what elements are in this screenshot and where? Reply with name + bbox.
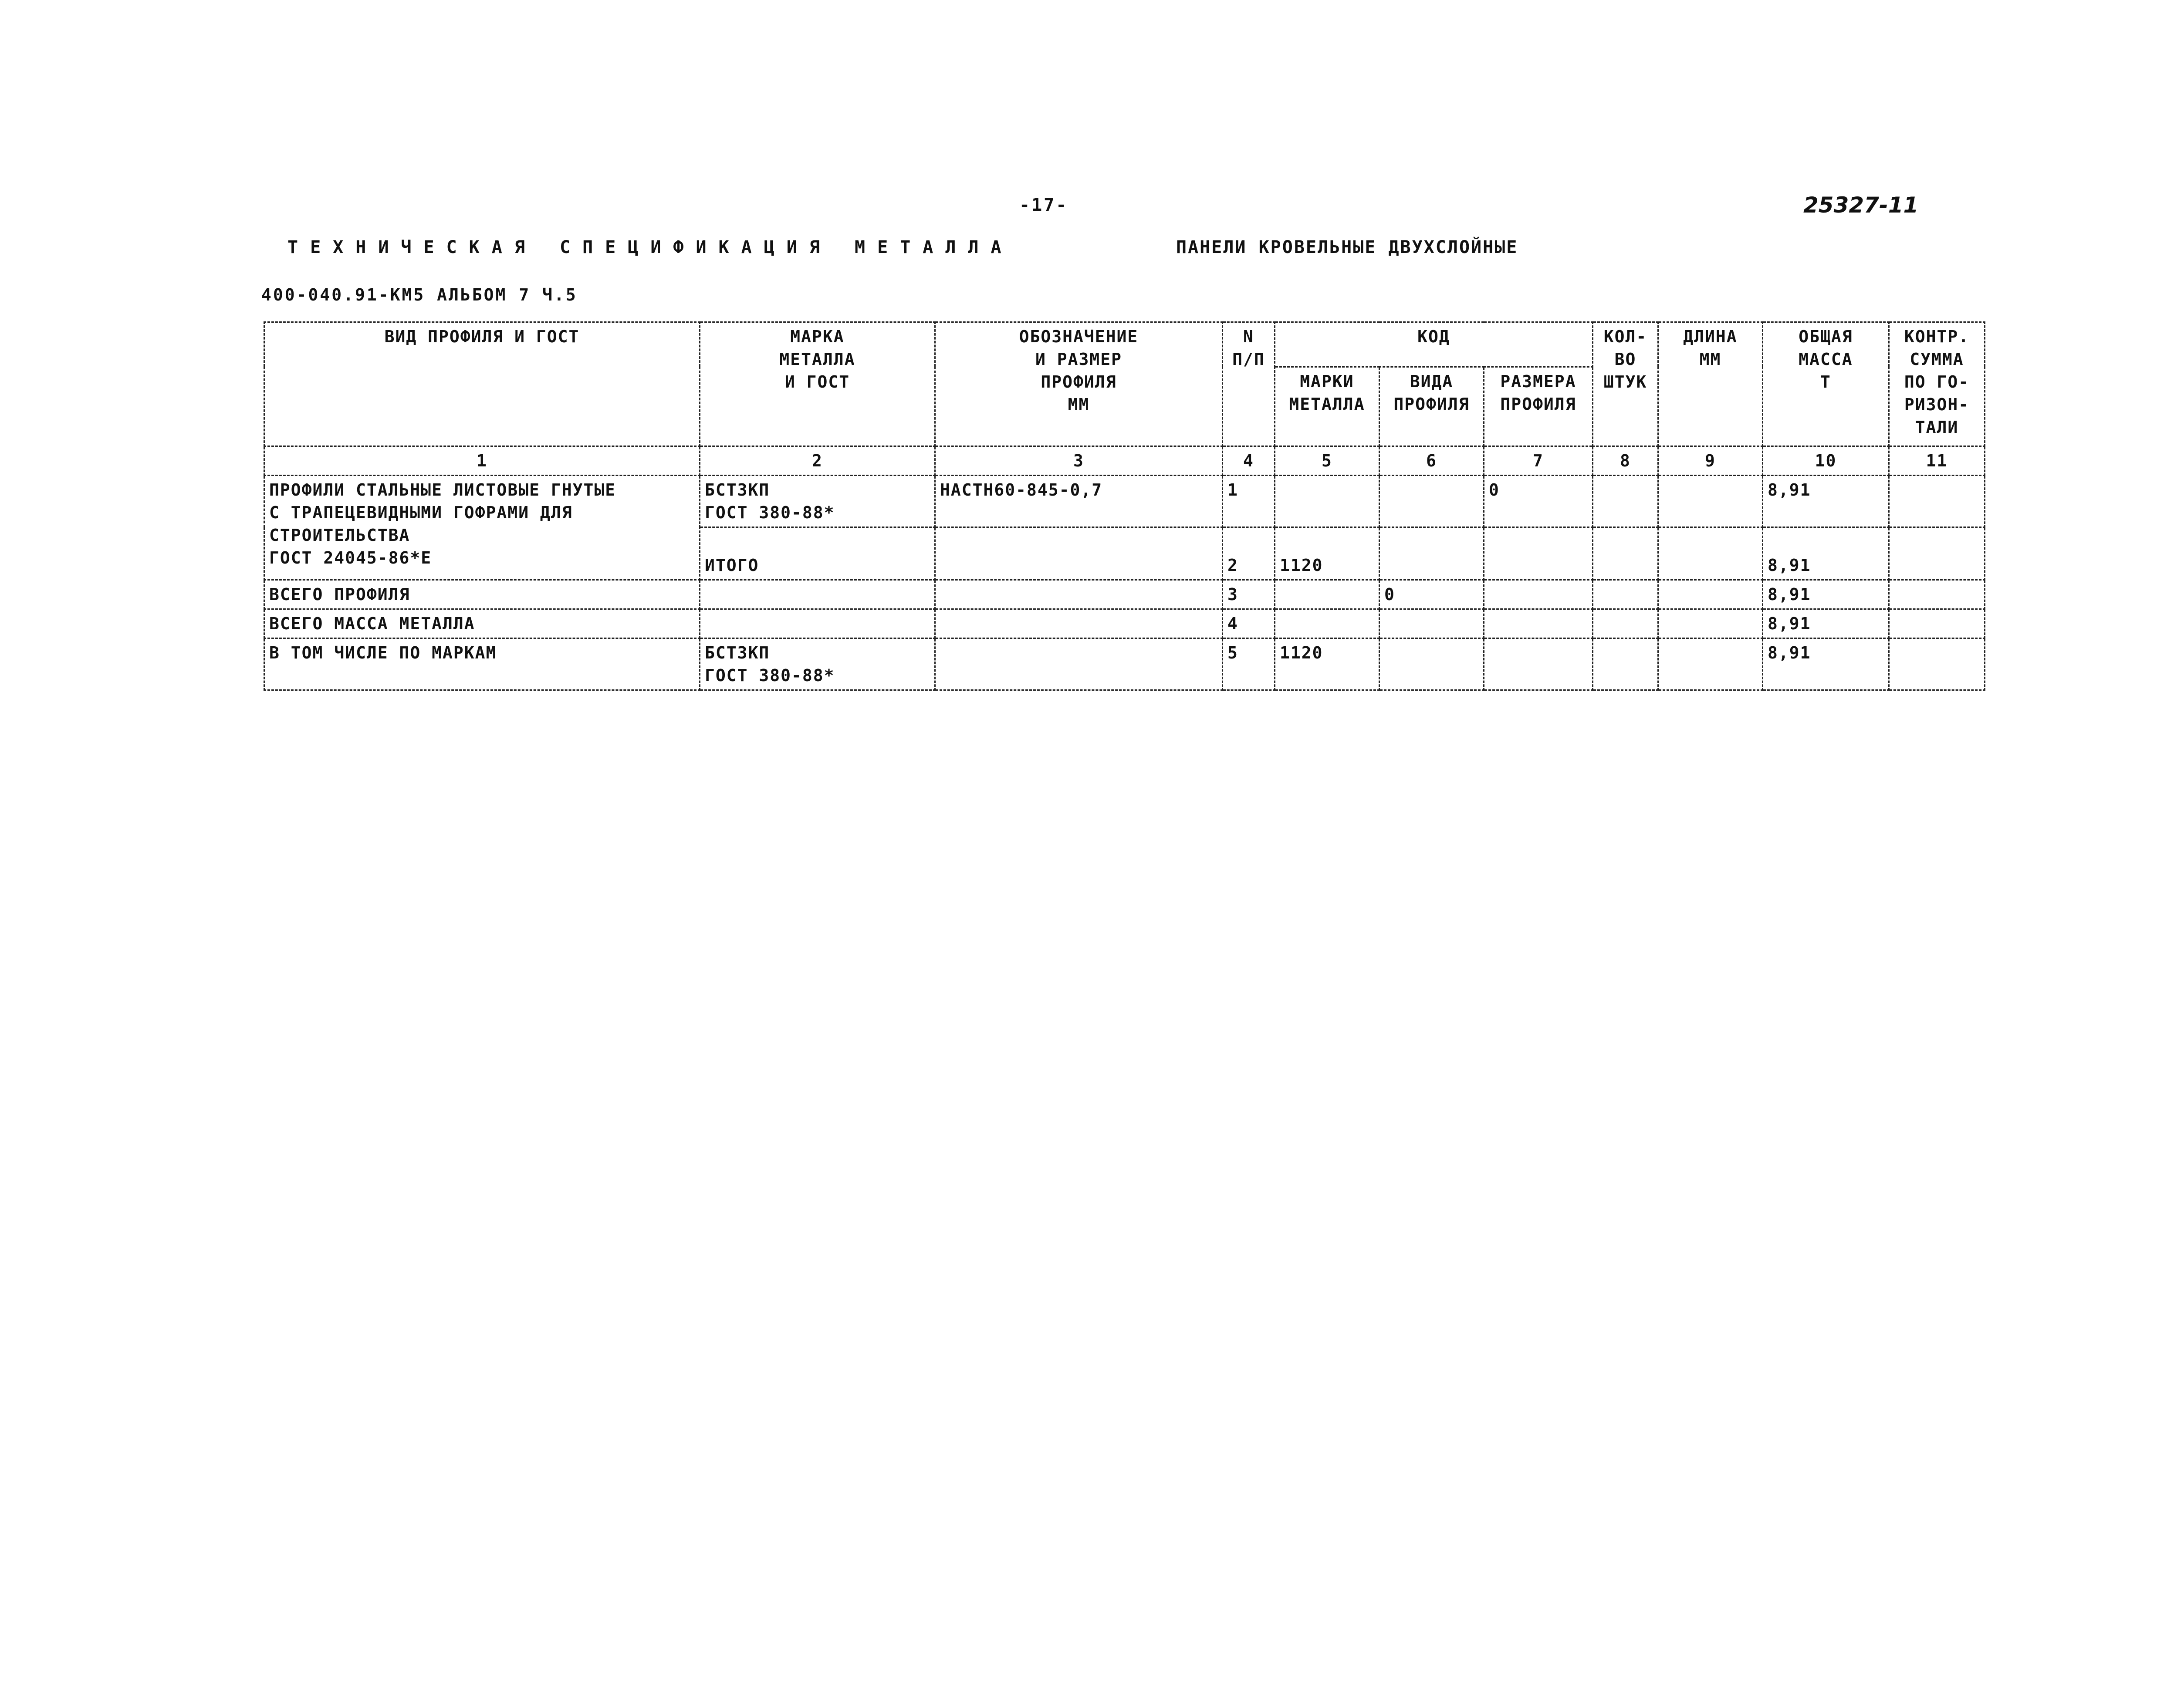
code-metal-cell — [1275, 609, 1379, 638]
column-number: 5 — [1275, 446, 1379, 476]
row-number-cell: 3 — [1223, 580, 1275, 609]
row-number-cell: 2 — [1223, 527, 1275, 580]
document-title: ТЕХНИЧЕСКАЯ СПЕЦИФИКАЦИЯ МЕТАЛЛА — [287, 237, 1014, 257]
checksum-cell — [1889, 580, 1985, 609]
column-number: 3 — [935, 446, 1223, 476]
table-body — [264, 476, 1985, 690]
album-reference: 400-040.91-КМ5 АЛЬБОМ 7 Ч.5 — [261, 285, 578, 304]
profile-cell: ВСЕГО МАССА МЕТАЛЛА — [264, 609, 700, 638]
code-size-cell — [1484, 638, 1593, 690]
specification-table — [264, 321, 1985, 691]
quantity-cell — [1593, 476, 1658, 527]
code-size-cell: 0 — [1484, 476, 1593, 527]
grade-cell: ИТОГО — [700, 527, 935, 580]
quantity-cell — [1593, 609, 1658, 638]
designation-cell — [935, 580, 1223, 609]
column-number: 9 — [1658, 446, 1763, 476]
profile-cell: ВСЕГО ПРОФИЛЯ — [264, 580, 700, 609]
mass-cell: 8,91 — [1763, 476, 1889, 527]
profile-cell: ПРОФИЛИ СТАЛЬНЫЕ ЛИСТОВЫЕ ГНУТЫЕ С ТРАПЕЦЕВИДНЫМИ ГОФРАМИ ДЛЯ СТРОИТЕЛЬСТВА ГОСТ 24045-86*Е — [264, 476, 700, 580]
document-code: 25327-11 — [1803, 192, 1919, 218]
grade-cell — [700, 580, 935, 609]
header-metal-grade: МАРКА МЕТАЛЛА И ГОСТ — [700, 322, 935, 446]
table-row — [264, 609, 1985, 638]
mass-cell: 8,91 — [1763, 638, 1889, 690]
code-metal-cell — [1275, 580, 1379, 609]
grade-cell: БСТ3КП ГОСТ 380-88* — [700, 476, 935, 527]
designation-cell — [935, 609, 1223, 638]
header-quantity: КОЛ- ВО ШТУК — [1593, 322, 1658, 446]
column-number: 11 — [1889, 446, 1985, 476]
checksum-cell — [1889, 609, 1985, 638]
code-size-cell — [1484, 580, 1593, 609]
code-metal-cell: 1120 — [1275, 638, 1379, 690]
column-number: 4 — [1223, 446, 1275, 476]
table-row — [264, 638, 1985, 690]
header-code: КОД — [1275, 322, 1593, 367]
code-metal-cell — [1275, 476, 1379, 527]
table-row — [264, 580, 1985, 609]
quantity-cell — [1593, 527, 1658, 580]
code-size-cell — [1484, 609, 1593, 638]
grade-cell — [700, 609, 935, 638]
header-total-mass: ОБЩАЯ МАССА Т — [1763, 322, 1889, 446]
row-number-cell: 1 — [1223, 476, 1275, 527]
quantity-cell — [1593, 638, 1658, 690]
length-cell — [1658, 476, 1763, 527]
designation-cell — [935, 638, 1223, 690]
mass-cell: 8,91 — [1763, 580, 1889, 609]
mass-cell: 8,91 — [1763, 609, 1889, 638]
code-type-cell — [1379, 609, 1484, 638]
checksum-cell — [1889, 638, 1985, 690]
designation-cell: НАСТН60-845-0,7 — [935, 476, 1223, 527]
length-cell — [1658, 609, 1763, 638]
quantity-cell — [1593, 580, 1658, 609]
column-number: 6 — [1379, 446, 1484, 476]
column-numbers-row — [264, 446, 1985, 476]
mass-cell: 8,91 — [1763, 527, 1889, 580]
row-number-cell: 5 — [1223, 638, 1275, 690]
column-number: 2 — [700, 446, 935, 476]
code-type-cell: 0 — [1379, 580, 1484, 609]
column-number: 7 — [1484, 446, 1593, 476]
document-subtitle: ПАНЕЛИ КРОВЕЛЬНЫЕ ДВУХСЛОЙНЫЕ — [1176, 237, 1518, 257]
row-number-cell: 4 — [1223, 609, 1275, 638]
header-code-type: ВИДА ПРОФИЛЯ — [1379, 367, 1484, 446]
code-type-cell — [1379, 527, 1484, 580]
header-designation: ОБОЗНАЧЕНИЕ И РАЗМЕР ПРОФИЛЯ ММ — [935, 322, 1223, 446]
column-number: 8 — [1593, 446, 1658, 476]
length-cell — [1658, 527, 1763, 580]
header-checksum: КОНТР. СУММА ПО ГО- РИЗОН- ТАЛИ — [1889, 322, 1985, 446]
header-profile-type: ВИД ПРОФИЛЯ И ГОСТ — [264, 322, 700, 446]
header-row-top — [264, 322, 1985, 367]
length-cell — [1658, 638, 1763, 690]
header-code-metal: МАРКИ МЕТАЛЛА — [1275, 367, 1379, 446]
column-number: 1 — [264, 446, 700, 476]
checksum-cell — [1889, 527, 1985, 580]
grade-cell: БСТ3КП ГОСТ 380-88* — [700, 638, 935, 690]
code-size-cell — [1484, 527, 1593, 580]
checksum-cell — [1889, 476, 1985, 527]
column-number: 10 — [1763, 446, 1889, 476]
designation-cell — [935, 527, 1223, 580]
profile-cell: В ТОМ ЧИСЛЕ ПО МАРКАМ — [264, 638, 700, 690]
table-row — [264, 476, 1985, 527]
page-number: -17- — [1019, 195, 1068, 215]
code-metal-cell: 1120 — [1275, 527, 1379, 580]
header-length: ДЛИНА ММ — [1658, 322, 1763, 446]
length-cell — [1658, 580, 1763, 609]
header-row-number: N П/П — [1223, 322, 1275, 446]
code-type-cell — [1379, 476, 1484, 527]
header-code-size: РАЗМЕРА ПРОФИЛЯ — [1484, 367, 1593, 446]
code-type-cell — [1379, 638, 1484, 690]
